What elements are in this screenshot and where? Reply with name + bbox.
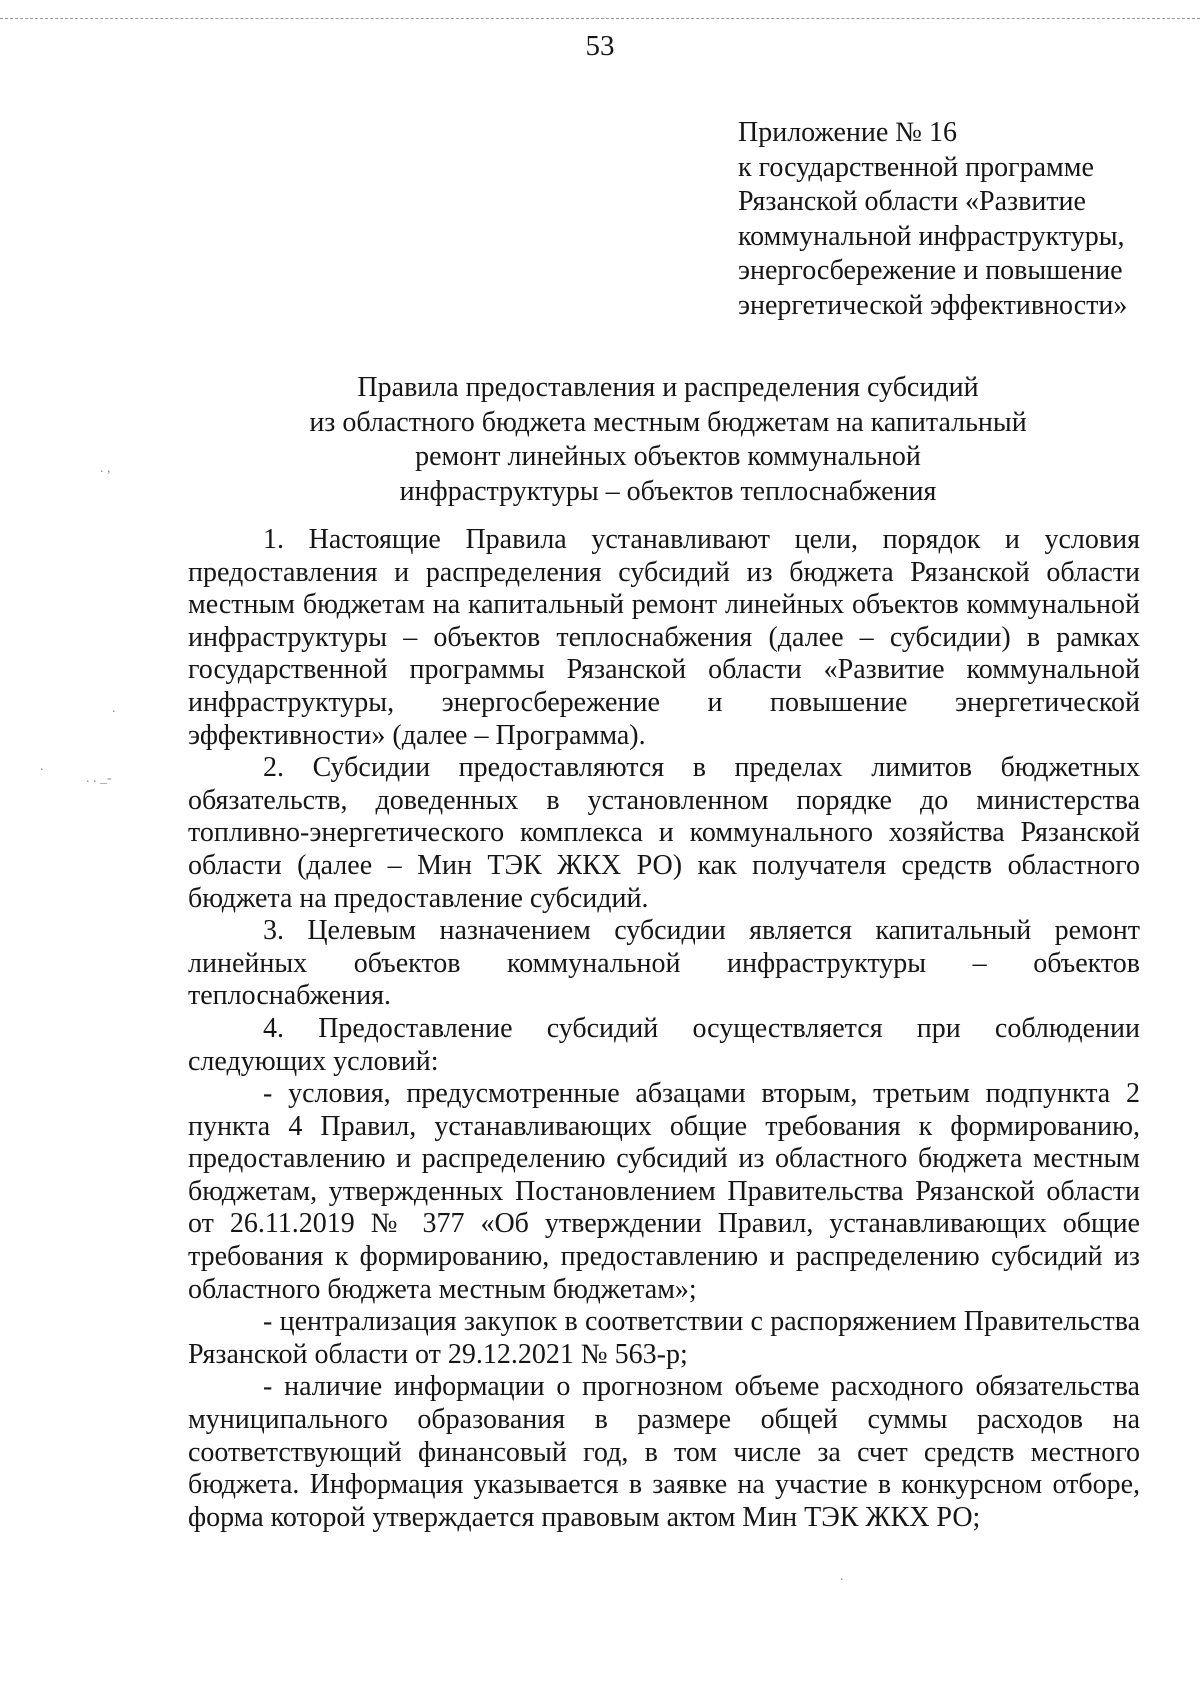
appendix-header <box>738 116 1158 324</box>
appendix-line: энергосбережение и повышение <box>738 255 1123 287</box>
appendix-line: энергетической эффективности» <box>738 289 1128 321</box>
scan-speck: . , <box>100 461 111 476</box>
title-line: Правила предоставления и распределения субсидий <box>357 372 979 403</box>
page-number: 53 <box>585 30 615 62</box>
condition-item-1: - условия, предусмотренные абзацами вторым, третьим подпункта 2 пункта 4 Правил, устанавливающих общие требования к формированию, предоставлению и распределению субсидий из областного бюджета местным бюджетам, утвержденных Постановлением Правительства Рязанской области от 26.11.2019 № 377 «Об утверждении Правил, устанавливающих общие требования к формированию, предоставлению и распределению субсидий из областного бюджета местным бюджетам»; <box>188 1078 1140 1305</box>
title-line: ремонт линейных объектов коммунальной <box>415 441 921 473</box>
paragraph-2: 2. Субсидии предоставляются в пределах лимитов бюджетных обязательств, доведенных в установленном порядке до министерства топливно-энергетического комплекса и коммунального хозяйства Рязанской области (далее – Мин ТЭК ЖКХ РО) как получателя средств областного бюджета на предоставление субсидий. <box>188 752 1140 914</box>
scan-speck: . . _- <box>86 771 112 786</box>
title-line: из областного бюджета местным бюджетам на капитальный <box>309 406 1027 438</box>
condition-item-3: - наличие информации о прогнозном объеме расходного обязательства муниципального образования в размере общей суммы расходов на соответствующий финансовый год, в том числе за счет средств местного бюджета. Информация указывается в заявке на участие в конкурсном отборе, форма которой утверждается правовым актом Мин ТЭК ЖКХ РО; <box>188 1371 1140 1533</box>
title-line: инфраструктуры – объектов теплоснабжения <box>399 475 937 507</box>
paragraph-4: 4. Предоставление субсидий осуществляется при соблюдении следующих условий: <box>188 1012 1140 1077</box>
appendix-line: к государственной программе <box>738 151 1094 183</box>
scan-speck: . <box>40 759 44 774</box>
scan-speck: . <box>840 1569 844 1584</box>
condition-item-2: - централизация закупок в соответствии с распоряжением Правительства Рязанской области от 29.12.2021 № 563-р; <box>188 1306 1140 1370</box>
scan-speck: . <box>112 701 116 716</box>
appendix-line: коммунальной инфраструктуры, <box>738 220 1125 252</box>
document-body <box>188 524 1140 1534</box>
paragraph-1: 1. Настоящие Правила устанавливают цели, порядок и условия предоставления и распределения субсидий из бюджета Рязанской области местным бюджетам на капитальный ремонт линейных объектов коммунальной инфраструктуры – объектов теплоснабжения (далее – субсидии) в рамках государственной программы Рязанской области «Развитие коммунальной инфраструктуры, энергосбережение и повышение энергетической эффективности» (далее – Программа). <box>188 524 1140 751</box>
paragraph-3: 3. Целевым назначением субсидии является капитальный ремонт линейных объектов коммунальной инфраструктуры – объектов теплоснабжения. <box>188 915 1140 1012</box>
appendix-line: Приложение № 16 <box>738 117 957 148</box>
appendix-line: Рязанской области «Развитие <box>738 186 1086 218</box>
document-title <box>188 371 1148 509</box>
scan-edge-line <box>0 18 1200 19</box>
